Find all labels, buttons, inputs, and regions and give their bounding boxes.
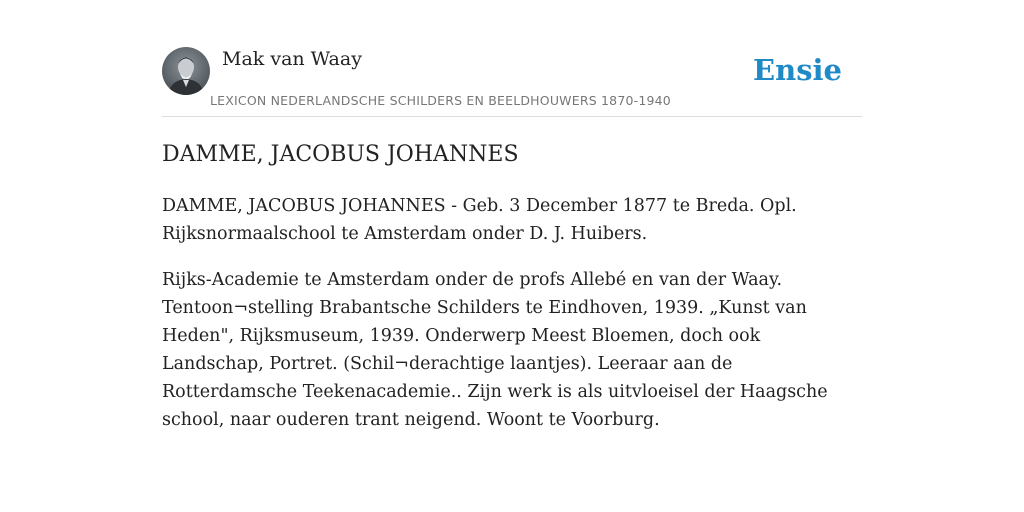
article-body bbox=[162, 192, 862, 452]
source-lexicon-label: LEXICON NEDERLANDSCHE SCHILDERS EN BEELDHOUWERS 1870-1940 bbox=[210, 93, 671, 108]
ensie-logo-link[interactable]: Ensie bbox=[753, 53, 842, 87]
article-title: DAMME, JACOBUS JOHANNES bbox=[162, 142, 519, 167]
article-paragraph: Rijks-Academie te Amsterdam onder de profs Allebé en van der Waay. Tentoon¬stelling Brabantsche Schilders te Eindhoven, 1939. „Kunst van Heden", Rijksmuseum, 1939. Onderwerp Meest Bloemen, doch ook Landschap, Portret. (Schil¬derachtige laantjes). Leeraar aan de Rotterdamsche Teekenacademie.. Zijn werk is als uitvloeisel der Haagsche school, naar ouderen trant neigend. Woont te Voorburg. bbox=[162, 270, 828, 430]
author-avatar[interactable] bbox=[162, 47, 210, 95]
article-paragraph: DAMME, JACOBUS JOHANNES - Geb. 3 December 1877 te Breda. Opl. Rijksnormaalschool te Amsterdam onder D. J. Huibers. bbox=[162, 196, 797, 244]
author-portrait-icon bbox=[162, 47, 210, 95]
article-header bbox=[162, 46, 862, 117]
author-name-link[interactable]: Mak van Waay bbox=[222, 48, 362, 70]
